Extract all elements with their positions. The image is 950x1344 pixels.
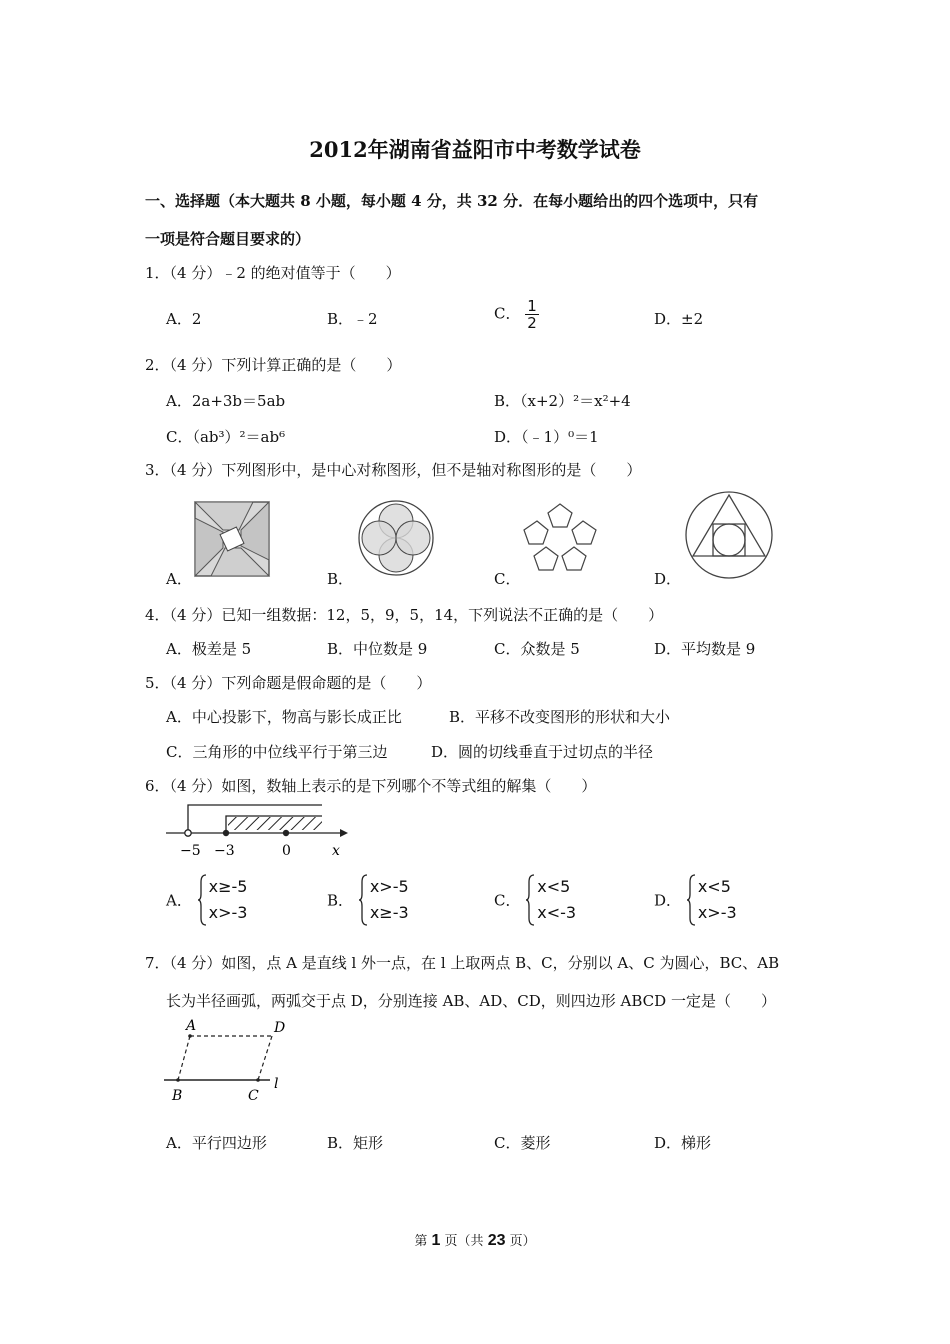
q5-option-c: C．三角形的中位线平行于第三边 bbox=[166, 743, 388, 761]
q5-option-b: B．平移不改变图形的形状和大小 bbox=[449, 708, 671, 726]
question-1-stem: 1．（4 分）﹣2 的绝对值等于（ ） bbox=[145, 264, 401, 282]
q3-figure-b-petals bbox=[356, 498, 436, 578]
numberline-label-minus3: −3 bbox=[214, 843, 235, 859]
footer-suffix: 页） bbox=[509, 1234, 536, 1249]
footer-total-pages: 23 bbox=[487, 1232, 506, 1249]
figure-label-c: C bbox=[248, 1088, 259, 1104]
inequality-line-2: x<-3 bbox=[537, 903, 577, 922]
numberline-label-zero: 0 bbox=[282, 843, 291, 859]
inequality-line-1: x>-5 bbox=[369, 877, 409, 896]
inequality-line-1: x<5 bbox=[537, 877, 571, 896]
inequality-line-1: x≥-5 bbox=[208, 877, 248, 896]
inequality-line-2: x>-3 bbox=[697, 903, 737, 922]
footer-prefix: 第 bbox=[414, 1234, 428, 1249]
q2-option-c: C．（ab³）²＝ab⁶ bbox=[166, 428, 286, 446]
question-4-stem: 4．（4 分）已知一组数据：12，5，9，5，14，下列说法不正确的是（ ） bbox=[145, 606, 664, 624]
fraction-numerator: 1 bbox=[527, 297, 537, 315]
q6-option-c-label: C． bbox=[494, 891, 521, 910]
inequality-line-2: x>-3 bbox=[208, 903, 248, 922]
q7-option-b: B．矩形 bbox=[327, 1134, 384, 1152]
q6-option-b bbox=[327, 874, 409, 926]
q5-option-d: D．圆的切线垂直于过切点的半径 bbox=[431, 743, 654, 761]
q6-system-d bbox=[686, 874, 737, 926]
question-5-stem: 5．（4 分）下列命题是假命题的是（ ） bbox=[145, 674, 432, 692]
q3-option-b: B． bbox=[327, 570, 354, 588]
q6-option-d-label: D． bbox=[654, 891, 682, 910]
q1-option-d: D．±2 bbox=[654, 310, 704, 328]
brace-icon bbox=[358, 874, 368, 926]
q1-option-a: A．2 bbox=[166, 310, 202, 328]
q6-option-a bbox=[166, 874, 247, 926]
q1-option-b: B．﹣2 bbox=[327, 310, 378, 328]
q2-option-b: B．（x+2）²＝x²+4 bbox=[494, 392, 631, 410]
brace-icon bbox=[197, 874, 207, 926]
section-heading-line1: 一、选择题（本大题共 8 小题，每小题 4 分，共 32 分．在每小题给出的四个选项中，只有 bbox=[145, 192, 759, 210]
q7-option-d: D．梯形 bbox=[654, 1134, 712, 1152]
page-footer bbox=[0, 1230, 950, 1250]
brace-icon bbox=[686, 874, 696, 926]
question-7-stem-line1: 7．（4 分）如图，点 A 是直线 l 外一点，在 l 上取两点 B、C，分别以 A、C 为圆心，BC、AB bbox=[145, 954, 780, 972]
inequality-line-2: x≥-3 bbox=[369, 903, 409, 922]
q6-option-b-label: B． bbox=[327, 891, 354, 910]
question-7-stem-line2: 长为半径画弧，两弧交于点 D，分别连接 AB、AD、CD，则四边形 ABCD 一定是（ ） bbox=[166, 992, 776, 1010]
q3-option-c: C． bbox=[494, 570, 521, 588]
footer-page-number: 1 bbox=[431, 1232, 441, 1249]
q6-option-c bbox=[494, 874, 576, 926]
inequality-line-1: x<5 bbox=[697, 877, 731, 896]
q4-option-d: D．平均数是 9 bbox=[654, 640, 756, 658]
q7-option-a: A．平行四边形 bbox=[166, 1134, 267, 1152]
q2-option-a: A．2a+3b＝5ab bbox=[166, 392, 286, 410]
section-heading-line2: 一项是符合题目要求的） bbox=[145, 230, 311, 248]
q6-number-line bbox=[162, 800, 352, 862]
q6-system-c bbox=[525, 874, 576, 926]
question-6-stem: 6．（4 分）如图，数轴上表示的是下列哪个不等式组的解集（ ） bbox=[145, 777, 597, 795]
figure-label-d: D bbox=[274, 1020, 286, 1036]
q3-option-a: A． bbox=[166, 570, 192, 588]
q3-figure-d-nested-shapes bbox=[684, 490, 774, 580]
q6-system-a bbox=[197, 874, 248, 926]
q3-figure-a-pinwheel bbox=[193, 500, 273, 580]
q1-option-c-label: C． bbox=[494, 304, 521, 323]
footer-mid: 页（共 bbox=[444, 1234, 484, 1249]
figure-label-l: l bbox=[274, 1076, 279, 1092]
q7-parallelogram-figure bbox=[162, 1014, 302, 1108]
question-3-stem: 3．（4 分）下列图形中，是中心对称图形，但不是轴对称图形的是（ ） bbox=[145, 461, 642, 479]
q3-option-d: D． bbox=[654, 570, 682, 588]
figure-label-b: B bbox=[172, 1088, 183, 1104]
q4-option-c: C．众数是 5 bbox=[494, 640, 580, 658]
q1-option-c bbox=[494, 298, 539, 331]
fraction-denominator: 2 bbox=[527, 314, 537, 332]
q6-option-d bbox=[654, 874, 737, 926]
question-2-stem: 2．（4 分）下列计算正确的是（ ） bbox=[145, 356, 402, 374]
q6-system-b bbox=[358, 874, 409, 926]
q1-fraction bbox=[525, 298, 539, 331]
numberline-label-x: x bbox=[332, 843, 340, 859]
exam-title: 2012年湖南省益阳市中考数学试卷 bbox=[309, 137, 641, 162]
q7-option-c: C．菱形 bbox=[494, 1134, 551, 1152]
q4-option-b: B．中位数是 9 bbox=[327, 640, 428, 658]
numberline-label-minus5: −5 bbox=[180, 843, 201, 859]
q2-option-d: D．（﹣1）⁰＝1 bbox=[494, 428, 599, 446]
figure-label-a: A bbox=[186, 1018, 197, 1034]
q6-option-a-label: A． bbox=[166, 891, 192, 910]
q5-option-a: A．中心投影下，物高与影长成正比 bbox=[166, 708, 402, 726]
brace-icon bbox=[525, 874, 535, 926]
q4-option-a: A．极差是 5 bbox=[166, 640, 252, 658]
q3-figure-c-pentagons bbox=[520, 502, 600, 578]
